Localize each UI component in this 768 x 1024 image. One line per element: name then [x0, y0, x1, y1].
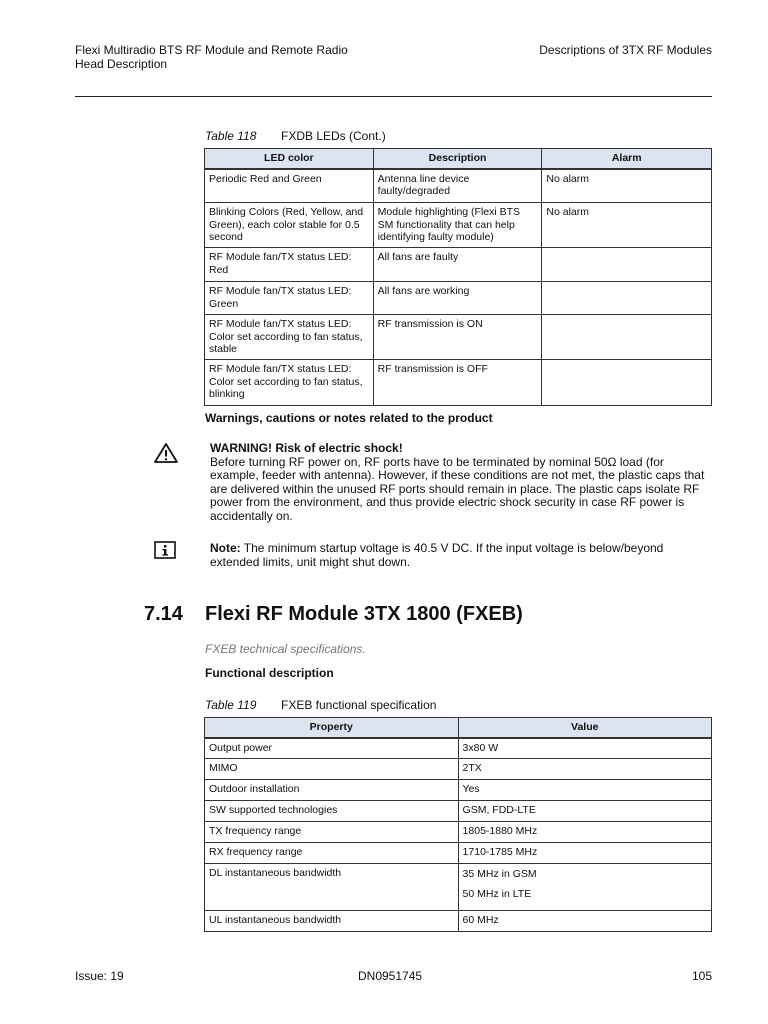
table-header-row [205, 149, 712, 169]
col-header-property: Property [205, 718, 459, 738]
table-118-caption [205, 129, 386, 143]
cell-value: 1805-1880 MHz [458, 822, 711, 843]
table-row [205, 282, 712, 315]
table-row [205, 315, 712, 360]
cell-description: RF transmission is ON [373, 315, 542, 360]
table-row [205, 843, 712, 864]
cell-property: UL instantaneous bandwidth [205, 911, 459, 932]
section-number: 7.14 [144, 603, 183, 625]
cell-property: Output power [205, 738, 459, 759]
warnings-heading: Warnings, cautions or notes related to the product [205, 411, 493, 425]
subheading-functional-description: Functional description [205, 666, 334, 680]
table-118-title: FXDB LEDs (Cont.) [281, 129, 386, 143]
cell-description: All fans are working [373, 282, 542, 315]
cell-alarm [542, 315, 712, 360]
table-row [205, 780, 712, 801]
cell-property: Outdoor installation [205, 780, 459, 801]
cell-value: GSM, FDD-LTE [458, 801, 711, 822]
cell-value [458, 864, 711, 911]
header-rule [75, 96, 712, 97]
col-header-description: Description [373, 149, 542, 169]
header-title-line2: Head Description [75, 57, 168, 71]
footer-page-number: 105 [691, 969, 712, 983]
table-118-number: Table 118 [205, 129, 257, 143]
warning-body: Before turning RF power on, RF ports have to be terminated by nominal 50Ω load (for example, feeder with antenna). However, if these conditions are not met, the plastic caps that are delivered within the unused RF ports should remain in place. The plastic caps isolate RF power from the environment, and thus provide electric shock security in case RF power is accidentally on. [210, 454, 705, 523]
cell-alarm: No alarm [542, 203, 712, 248]
cell-property: DL instantaneous bandwidth [205, 864, 459, 911]
table-row [205, 203, 712, 248]
table-row [205, 864, 712, 911]
table-118-fxdb-leds [204, 148, 712, 406]
table-row [205, 759, 712, 780]
warning-notice [210, 442, 715, 524]
cell-led-color: RF Module fan/TX status LED: Color set according to fan status, blinking [205, 360, 374, 406]
running-header-left [75, 43, 405, 71]
section-title: Flexi RF Module 3TX 1800 (FXEB) [205, 603, 523, 625]
cell-alarm: No alarm [542, 169, 712, 203]
value-line: 50 MHz in LTE [462, 888, 532, 900]
note-notice [210, 541, 715, 569]
table-row [205, 360, 712, 406]
running-header-right: Descriptions of 3TX RF Modules [539, 43, 712, 57]
cell-led-color: Blinking Colors (Red, Yellow, and Green), each color stable for 0.5 second [205, 203, 374, 248]
cell-value: 60 MHz [458, 911, 711, 932]
cell-alarm [542, 360, 712, 406]
warning-title: WARNING! Risk of electric shock! [210, 441, 403, 455]
cell-led-color: RF Module fan/TX status LED: Red [205, 248, 374, 282]
col-header-value: Value [458, 718, 711, 738]
table-row [205, 169, 712, 203]
value-line: 35 MHz in GSM [462, 868, 537, 880]
table-119-caption [205, 698, 436, 712]
table-row [205, 248, 712, 282]
cell-description: RF transmission is OFF [373, 360, 542, 406]
warning-triangle-icon [153, 442, 179, 464]
section-intro: FXEB technical specifications. [205, 642, 366, 656]
cell-led-color: RF Module fan/TX status LED: Green [205, 282, 374, 315]
cell-description: Antenna line device faulty/degraded [373, 169, 542, 203]
note-label: Note: [210, 541, 241, 555]
footer-issue: Issue: 19 [75, 969, 124, 983]
footer-doc-id: DN0951745 [358, 969, 423, 983]
cell-alarm [542, 282, 712, 315]
cell-led-color: Periodic Red and Green [205, 169, 374, 203]
cell-property: SW supported technologies [205, 801, 459, 822]
header-title-line1: Flexi Multiradio BTS RF Module and Remote Radio [75, 43, 348, 57]
note-body: The minimum startup voltage is 40.5 V DC. If the input voltage is below/beyond extended limits, unit might shut down. [210, 541, 664, 569]
cell-value: 3x80 W [458, 738, 711, 759]
table-row [205, 801, 712, 822]
cell-description: Module highlighting (Flexi BTS SM functionality that can help identifying faulty module) [373, 203, 542, 248]
col-header-led-color: LED color [205, 149, 374, 169]
table-row [205, 738, 712, 759]
cell-led-color: RF Module fan/TX status LED: Color set according to fan status, stable [205, 315, 374, 360]
table-row [205, 911, 712, 932]
cell-alarm [542, 248, 712, 282]
col-header-alarm: Alarm [542, 149, 712, 169]
table-119-number: Table 119 [205, 698, 257, 712]
cell-property: RX frequency range [205, 843, 459, 864]
info-icon [154, 541, 176, 559]
cell-value: 1710-1785 MHz [458, 843, 711, 864]
cell-value: 2TX [458, 759, 711, 780]
cell-value: Yes [458, 780, 711, 801]
table-119-title: FXEB functional specification [281, 698, 437, 712]
table-row [205, 822, 712, 843]
cell-property: MIMO [205, 759, 459, 780]
cell-property: TX frequency range [205, 822, 459, 843]
cell-description: All fans are faulty [373, 248, 542, 282]
table-119-fxeb-spec [204, 717, 712, 932]
table-header-row [205, 718, 712, 738]
